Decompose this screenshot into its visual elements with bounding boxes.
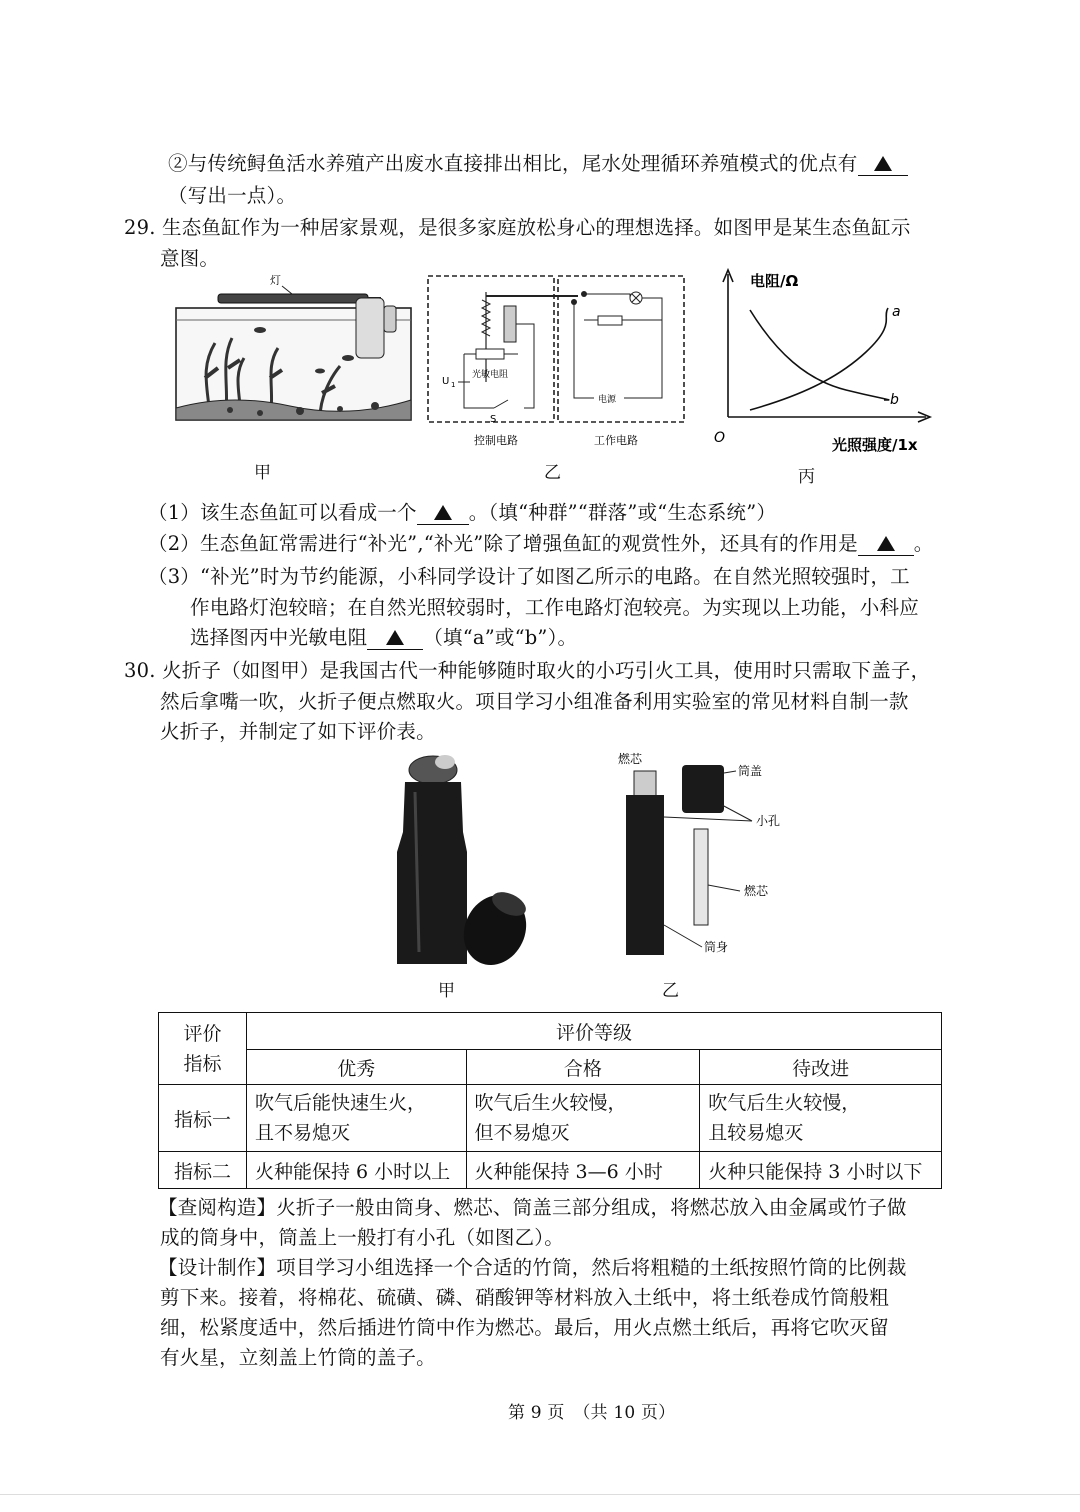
fish [342, 355, 354, 361]
electromagnet [504, 306, 516, 342]
table-cell [466, 1085, 700, 1152]
cell-line: 吹气后生火较慢， [708, 1092, 861, 1114]
resistance-graph [706, 262, 956, 457]
q29-sub2 [148, 528, 934, 556]
triangle-icon [386, 630, 404, 645]
q29-stem-line1: 29. 生态鱼缸作为一种居家景观，是很多家庭放松身心的理想选择。如图甲是某生态鱼缸示 [124, 216, 911, 239]
answer-blank[interactable] [858, 532, 914, 556]
table-cell [700, 1085, 942, 1152]
check-line1: 【查阅构造】火折子一般由筒身、燃芯、筒盖三部分组成，将燃芯放入由金属或竹子做 [158, 1196, 907, 1219]
curve-a-label: a [892, 304, 901, 320]
tube-cap [682, 765, 724, 813]
design-line2: 剪下来。接着，将棉花、硫磺、磷、硝酸钾等材料放入土纸中，将土纸卷成竹筒般粗 [160, 1286, 889, 1309]
lamp-label: 灯 [270, 274, 281, 287]
fire-stick-parts [610, 745, 810, 965]
header-index-line1: 评价 [183, 1022, 222, 1045]
cell-line: 但不易熄灭 [474, 1122, 570, 1144]
q28-part2-line2: （写出一点）。 [168, 184, 297, 207]
circuit-figure [424, 272, 689, 452]
row-name: 指标二 [159, 1152, 247, 1189]
cell-line: 且不易熄灭 [255, 1122, 351, 1144]
table-cell: 火种能保持 3—6 小时 [466, 1152, 700, 1189]
table-cell: 火种只能保持 3 小时以下 [700, 1152, 942, 1189]
q29-sub2-text-b: 。 [913, 532, 934, 555]
q29-sub3-text-b: （填“a”或“b”）。 [423, 626, 578, 649]
lamp-bar [218, 294, 368, 303]
photoresistor [476, 349, 504, 359]
table-row [159, 1152, 942, 1189]
fish [315, 369, 325, 374]
q30-stem-line2: 然后拿嘴一吹，火折子便点燃取火。项目学习小组准备利用实验室的常见材料自制一款 [160, 690, 909, 713]
triangle-icon [874, 156, 892, 171]
level-pass: 合格 [466, 1050, 700, 1085]
q29-sub3-line3 [190, 622, 577, 650]
cell-line: 吹气后能快速生火， [255, 1092, 427, 1114]
cell-line: 且较易熄灭 [708, 1122, 804, 1144]
q30-fig-jia-caption: 甲 [438, 981, 455, 1001]
answer-blank[interactable] [858, 152, 908, 176]
q28-part2-text: ②与传统鲟鱼活水养殖产出废水直接排出相比，尾水处理循环养殖模式的优点有 [168, 152, 858, 175]
q30-stem-line1: 30. 火折子（如图甲）是我国古代一种能够随时取火的小巧引火工具，使用时只需取下盖子， [124, 659, 931, 682]
x-axis-label: 光照强度/1x [832, 436, 918, 454]
check-line2: 成的筒身中，筒盖上一般打有小孔（如图乙）。 [160, 1226, 564, 1249]
wick-roll [694, 829, 708, 925]
work-circuit-label: 工作电路 [594, 434, 638, 447]
q30-stem-line3: 火折子，并制定了如下评价表。 [160, 720, 436, 743]
aquarium-figure [170, 268, 420, 433]
design-line3: 细，松紧度适中，然后插进竹筒中作为燃芯。最后，用火点燃土纸后，再将它吹灭留 [160, 1316, 889, 1339]
photoresistor-label: 光敏电阻 [472, 370, 509, 380]
triangle-icon [877, 536, 895, 551]
table-row [159, 1085, 942, 1152]
fig-jia-caption: 甲 [254, 463, 271, 483]
answer-blank[interactable] [367, 626, 423, 650]
q29-sub1-text-a: （1）该生态鱼缸可以看成一个 [148, 501, 417, 524]
q29-sub2-text-a: （2）生态鱼缸常需进行“补光”,“补光”除了增强鱼缸的观赏性外，还具有的作用是 [148, 532, 858, 555]
filter [356, 298, 384, 358]
body-label: 筒身 [704, 940, 729, 954]
level-excellent: 优秀 [247, 1050, 467, 1085]
switch-label: S [490, 414, 497, 425]
u1-subscript: 1 [451, 381, 456, 389]
fish [254, 327, 266, 333]
wick-label: 燃芯 [744, 884, 769, 898]
q29-sub3-line1: （3）“补光”时为节约能源，小科同学设计了如图乙所示的电路。在自然光照较强时，工 [148, 565, 910, 588]
fire-stick-photo [375, 752, 535, 967]
page-footer: 第 9 页 （共 10 页） [508, 1403, 676, 1423]
q29-sub1 [148, 497, 776, 525]
y-axis-label: 电阻/Ω [750, 272, 799, 290]
row-name: 指标一 [159, 1085, 247, 1152]
q29-sub3-text-a: 选择图丙中光敏电阻 [190, 626, 368, 649]
q28-part2-line1 [168, 148, 908, 176]
hole-label: 小孔 [756, 814, 781, 828]
control-circuit-label: 控制电路 [474, 434, 518, 447]
u1-label: U [442, 376, 450, 387]
curve-b [750, 310, 889, 400]
work-circuit-box [558, 276, 684, 422]
fig-bing-caption: 丙 [798, 467, 815, 487]
design-line4: 有火星，立刻盖上竹筒的盖子。 [160, 1346, 436, 1369]
cap-label: 筒盖 [738, 764, 763, 778]
power-label: 电源 [598, 395, 617, 405]
header-index-line2: 指标 [183, 1052, 222, 1075]
resistor [598, 316, 622, 325]
table-cell: 火种能保持 6 小时以上 [247, 1152, 467, 1189]
fig-yi-caption: 乙 [544, 463, 561, 483]
tube-body [626, 795, 664, 955]
bottom-divider [0, 1494, 1080, 1495]
evaluation-table [158, 1012, 942, 1189]
level-improve: 待改进 [700, 1050, 942, 1085]
q30-fig-yi-caption: 乙 [662, 981, 679, 1001]
header-index [159, 1013, 247, 1085]
q29-stem-line2: 意图。 [160, 247, 220, 270]
table-cell [247, 1085, 467, 1152]
design-line1: 【设计制作】项目学习小组选择一个合适的竹筒，然后将粗糙的土纸按照竹筒的比例裁 [158, 1256, 907, 1279]
curve-b-label: b [890, 392, 899, 408]
wick-top-label: 燃芯 [618, 752, 643, 766]
answer-blank[interactable] [417, 501, 469, 525]
switch-s [494, 400, 508, 408]
tube-body [397, 782, 467, 964]
header-level: 评价等级 [247, 1013, 942, 1050]
triangle-icon [434, 505, 452, 520]
q29-sub1-text-b: 。（填“种群”“群落”或“生态系统”） [468, 501, 777, 524]
q29-sub3-line2: 作电路灯泡较暗；在自然光照较弱时，工作电路灯泡较亮。为实现以上功能，小科应 [190, 596, 919, 619]
origin-label: O [714, 430, 726, 446]
cell-line: 吹气后生火较慢， [474, 1092, 627, 1114]
